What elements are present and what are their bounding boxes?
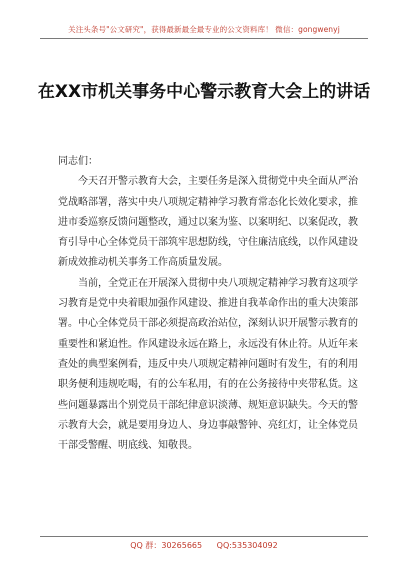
salutation: 同志们： xyxy=(58,156,98,167)
header-divider xyxy=(40,38,368,39)
footer-qq-group: QQ 群：30265665 xyxy=(130,541,203,550)
footer xyxy=(0,540,408,551)
document-body xyxy=(58,152,358,456)
paragraph-1: 今天召开警示教育大会，主要任务是深入贯彻党中央全面从严治党战略部署，落实中央八项规定精神学习教育常态化长效化要求，推进市委巡察反馈问题整改，通过以案为鉴、以案明纪、以案促改，教育引导中心全体党员干部筑牢思想防线，守住廉洁底线，以作风建设新成效推动机关事务工作高质量发展。 xyxy=(58,176,358,269)
paragraph-2: 当前，全党正在开展深入贯彻中央八项规定精神学习教育这项学习教育是党中央着眼加强作风建设、推进自我革命作出的重大决策部署。中心全体党员干部必须提高政治站位，深刻认识开展警示教育的重要性和紧迫性。作风建设永远在路上，永远没有休止符。从近年来查处的典型案例看，违反中央八项规定精神问题时有发生，有的利用职务便利违规吃喝，有的公车私用，有的在公务接待中夹带私货。这些问题暴露出个别党员干部纪律意识淡薄、规矩意识缺失。今天的警示教育大会，就是要用身边人、身边事敲警钟、亮红灯，让全体党员干部受警醒、明底线、知敬畏。 xyxy=(58,277,358,452)
footer-qq: QQ:535304092 xyxy=(216,541,278,550)
footer-divider xyxy=(40,536,368,537)
header-note: 关注头条号"公文研究"，获得最新最全最专业的公文资料库！ 微信：gongwenyj xyxy=(68,25,340,34)
document-title: 在XX市机关事务中心警示教育大会上的讲话 xyxy=(37,82,371,102)
